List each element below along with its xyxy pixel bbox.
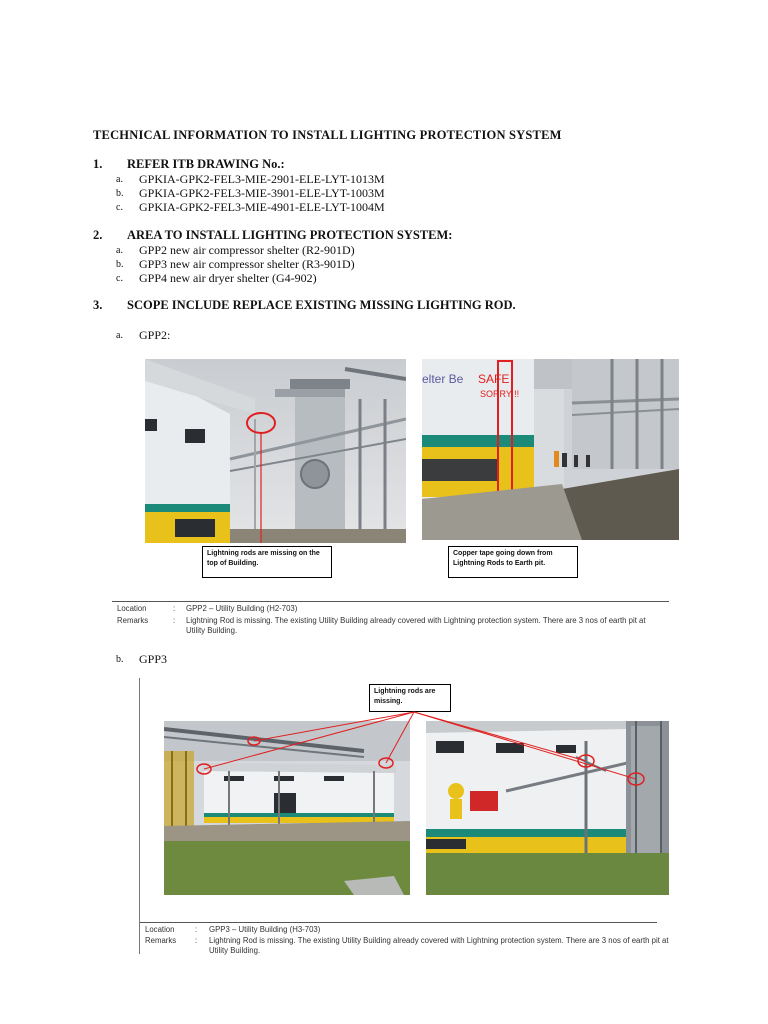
drawing-number: GPKIA-GPK2-FEL3-MIE-3901-ELE-LYT-1003M: [139, 186, 385, 200]
gpp3-callout-leaders: [164, 700, 674, 790]
area-name: GPP2 new air compressor shelter (R2-901D): [139, 243, 355, 257]
wall-graffiti: elter Be: [422, 372, 464, 386]
location-label: Location: [117, 604, 147, 613]
remarks-value-cont: Utility Building.: [209, 946, 261, 955]
remarks-label: Remarks: [145, 936, 177, 945]
location-value: GPP3 – Utility Building (H3-703): [209, 925, 321, 934]
section-number: 1.: [93, 157, 103, 171]
list-letter: a.: [116, 245, 123, 256]
gpp2-label: GPP2:: [139, 328, 171, 342]
gpp2-photo-left: [145, 359, 406, 543]
gpp2-photo-right: [422, 359, 679, 540]
colon: :: [195, 936, 198, 945]
drawing-number: GPKIA-GPK2-FEL3-MIE-2901-ELE-LYT-1013M: [139, 172, 385, 186]
gpp3-callout-missing-rods: Lightning rods are missing.: [369, 684, 451, 712]
list-letter: c.: [116, 273, 123, 284]
drawing-number: GPKIA-GPK2-FEL3-MIE-4901-ELE-LYT-1004M: [139, 200, 385, 214]
gpp3-label: GPP3: [139, 652, 168, 666]
wall-graffiti: SORRY !!: [480, 389, 520, 399]
section-title: SCOPE INCLUDE REPLACE EXISTING MISSING LIGHTING ROD.: [127, 298, 516, 312]
remarks-label: Remarks: [117, 616, 149, 625]
section-title: AREA TO INSTALL LIGHTING PROTECTION SYSTEM:: [127, 228, 453, 242]
area-name: GPP3 new air compressor shelter (R3-901D): [139, 257, 355, 271]
gpp2-info-table: [117, 604, 677, 638]
gpp2-callout-missing-rods: Lightning rods are missing on the top of Building.: [202, 546, 332, 578]
section-number: 2.: [93, 228, 103, 242]
area-name: GPP4 new air dryer shelter (G4-902): [139, 271, 317, 285]
location-value: GPP2 – Utility Building (H2-703): [186, 604, 298, 613]
location-label: Location: [145, 925, 175, 934]
list-letter: b.: [116, 259, 124, 270]
remarks-value: Lightning Rod is missing. The existing Utility Building already covered with Lightning protection system. There are 3 nos of earth pit at: [186, 616, 646, 625]
wall-graffiti: SAFE: [478, 372, 510, 386]
colon: :: [195, 925, 198, 934]
list-letter: c.: [116, 202, 123, 213]
gpp3-info-table: [145, 925, 685, 959]
list-letter: b.: [116, 188, 124, 199]
list-letter: a.: [116, 330, 123, 341]
gpp2-table-top-rule: [112, 601, 669, 602]
colon: :: [173, 604, 176, 613]
remarks-value-cont: Utility Building.: [186, 626, 238, 635]
gpp2-callout-copper-tape: Copper tape going down from Lightning Rods to Earth pit.: [448, 546, 578, 578]
list-letter: b.: [116, 654, 124, 665]
colon: :: [173, 616, 176, 625]
document-title: TECHNICAL INFORMATION TO INSTALL LIGHTING PROTECTION SYSTEM: [93, 128, 562, 142]
section-number: 3.: [93, 298, 103, 312]
remarks-value: Lightning Rod is missing. The existing Utility Building already covered with Lightning protection system. There are 3 nos of earth pit at: [209, 936, 669, 945]
gpp3-frame-border: [139, 678, 140, 954]
section-title: REFER ITB DRAWING No.:: [127, 157, 285, 171]
list-letter: a.: [116, 174, 123, 185]
gpp3-table-top-rule: [140, 922, 657, 923]
